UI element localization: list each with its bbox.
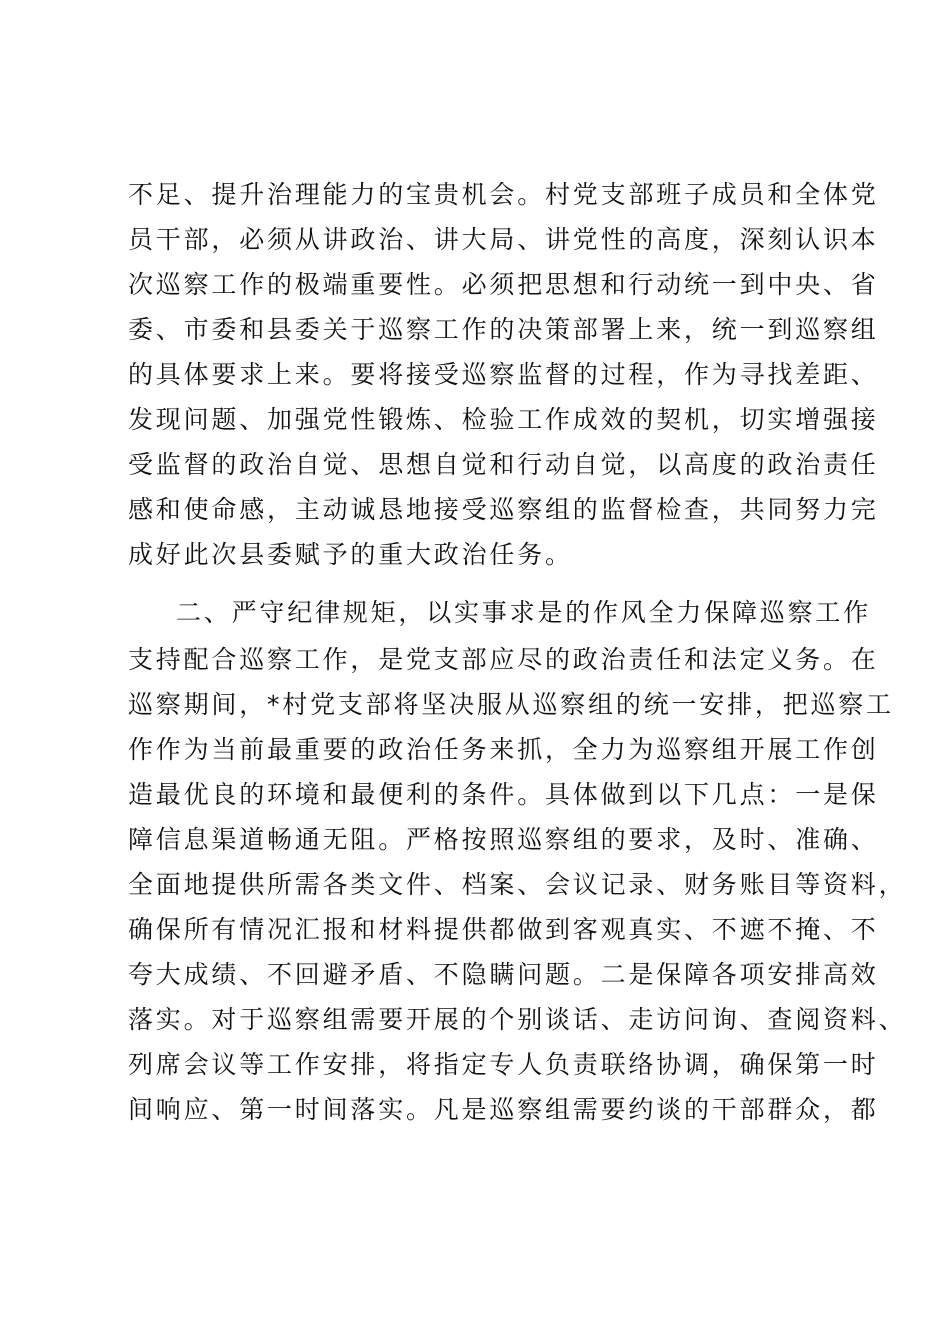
body-text-line: 全面地提供所需各类文件、档案、会议记录、财务账目等资料， xyxy=(128,870,907,899)
body-text-line: 障信息渠道畅通无阻。严格按照巡察组的要求，及时、准确、 xyxy=(128,825,879,854)
body-text-line: 确保所有情况汇报和材料提供都做到客观真实、不遮不掩、不 xyxy=(128,915,879,944)
body-text-line: 造最优良的环境和最便利的条件。具体做到以下几点：一是保 xyxy=(128,780,879,809)
section-heading: 二、严守纪律规矩，以实事求是的作风全力保障巡察工作 xyxy=(176,598,872,627)
body-text-line: 作作为当前最重要的政治任务来抓，全力为巡察组开展工作创 xyxy=(128,735,879,764)
body-text-line: 成好此次县委赋予的重大政治任务。 xyxy=(128,540,573,569)
body-text-line: 不足、提升治理能力的宝贵机会。村党支部班子成员和全体党 xyxy=(128,180,879,209)
body-text-line: 夸大成绩、不回避矛盾、不隐瞒问题。二是保障各项安排高效 xyxy=(128,960,879,989)
body-text-line: 列席会议等工作安排，将指定专人负责联络协调，确保第一时 xyxy=(128,1050,879,1079)
body-text-line: 员干部，必须从讲政治、讲大局、讲党性的高度，深刻认识本 xyxy=(128,225,879,254)
body-text-line: 支持配合巡察工作，是党支部应尽的政治责任和法定义务。在 xyxy=(128,645,879,674)
body-text-line: 的具体要求上来。要将接受巡察监督的过程，作为寻找差距、 xyxy=(128,360,879,389)
body-text-line: 落实。对于巡察组需要开展的个别谈话、走访问询、查阅资料、 xyxy=(128,1005,907,1034)
body-text-line: 委、市委和县委关于巡察工作的决策部署上来，统一到巡察组 xyxy=(128,315,879,344)
body-text-line: 巡察期间，*村党支部将坚决服从巡察组的统一安排，把巡察工 xyxy=(128,690,894,719)
body-text-line: 发现问题、加强党性锻炼、检验工作成效的契机，切实增强接 xyxy=(128,405,879,434)
body-text-line: 受监督的政治自觉、思想自觉和行动自觉，以高度的政治责任 xyxy=(128,450,879,479)
body-text-line: 感和使命感，主动诚恳地接受巡察组的监督检查，共同努力完 xyxy=(128,495,879,524)
body-text-line: 次巡察工作的极端重要性。必须把思想和行动统一到中央、省 xyxy=(128,270,879,299)
body-text-line: 间响应、第一时间落实。凡是巡察组需要约谈的干部群众，都 xyxy=(128,1095,879,1124)
